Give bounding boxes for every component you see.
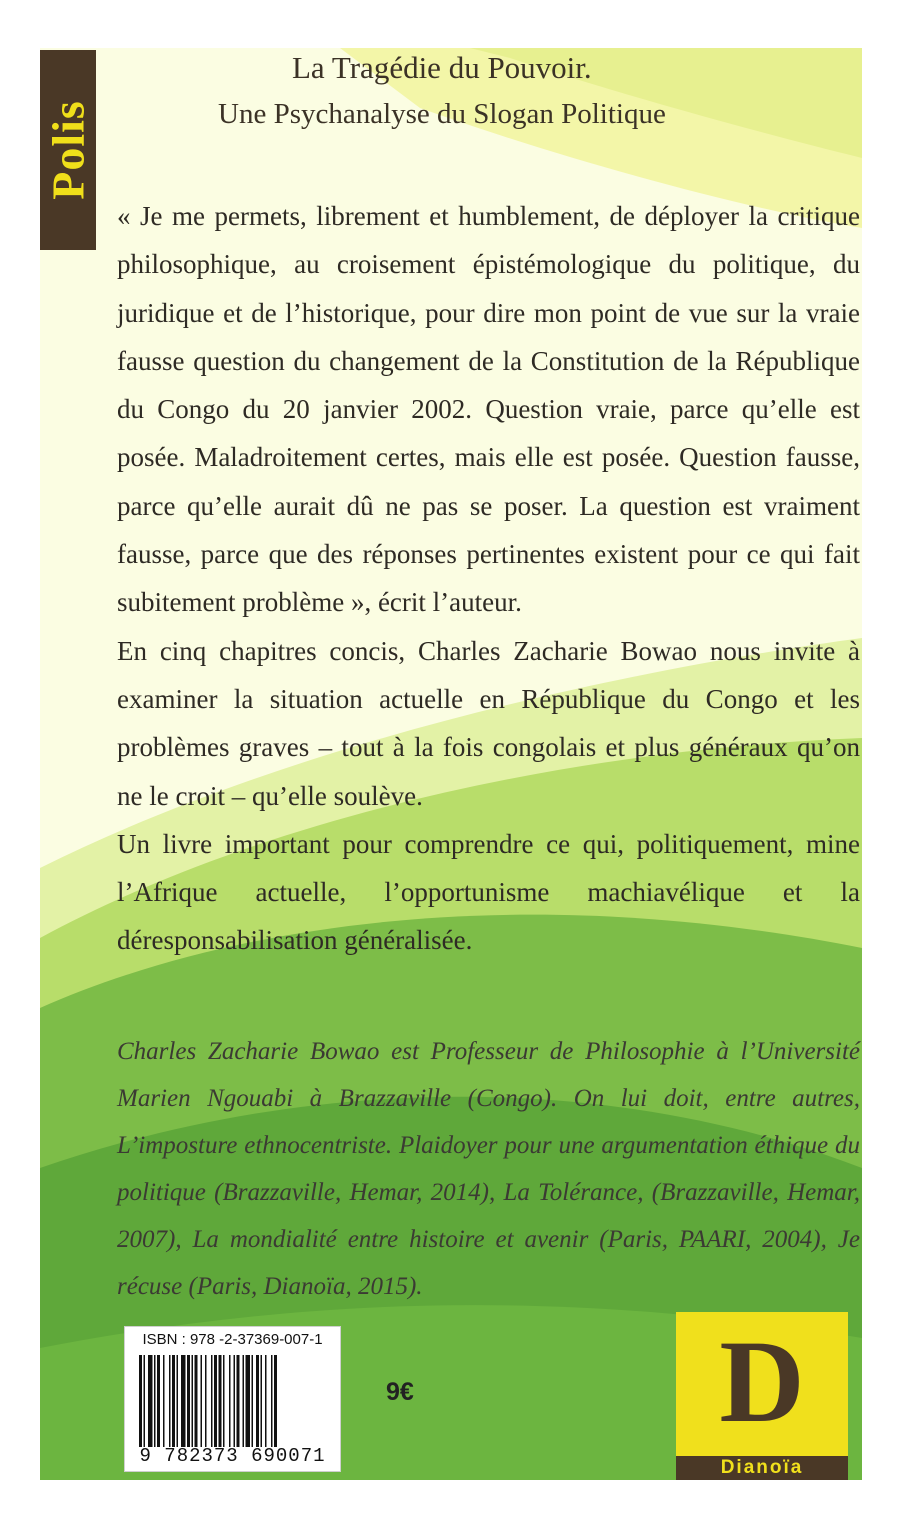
blurb-conclusion: Un livre important pour comprendre ce qui, politiquement, mine l’Afrique actuelle, l’opportunisme machiavélique et la déresponsabilisation généralisée. (117, 828, 860, 956)
book-back-cover (40, 48, 862, 1480)
series-label: Polis (42, 100, 94, 200)
barcode-bars (139, 1355, 328, 1447)
price: 9€ (386, 1378, 414, 1406)
author-bio: Charles Zacharie Bowao est Professeur de Philosophie à l’Université Marien Ngouabi à Brazzaville (Congo). On lui doit, entre autres, L’imposture ethnocentriste. Plaidoyer pour une argumentation éthique du politique (Brazzaville, Hemar, 2014), La Tolérance, (Brazzaville, Hemar, 2007), La mondialité entre histoire et avenir (Paris, PAARI, 2004), Je récuse (Paris, Dianoïa, 2015). (117, 1038, 860, 1300)
book-title: La Tragédie du Pouvoir. (292, 50, 592, 85)
publisher-logo (676, 1312, 848, 1480)
ean-digits: 9 782373 690071 (139, 1445, 326, 1467)
book-subtitle: Une Psychanalyse du Slogan Politique (218, 98, 666, 130)
blurb-quote: « Je me permets, librement et humblement, de déployer la critique philosophique, au croisement épistémologique du politique, du juridique et de l’historique, pour dire mon point de vue sur la vraie fausse question du changement de la Constitution de la République du Congo du 20 janvier 2002. Question vraie, parce qu’elle est posée. Maladroitement certes, mais elle est posée. Question fausse, parce qu’elle aurait dû ne pas se poser. La question est vraiment fausse, parce que des réponses pertinentes existent pour ce qui fait subitement problème », écrit l’auteur. (117, 201, 860, 618)
series-spine-tab (40, 50, 96, 250)
publisher-logo-letter: D (719, 1316, 805, 1447)
blurb (117, 192, 860, 965)
publisher-name: Dianoïa (676, 1456, 848, 1480)
isbn-label: ISBN : 978 -2-37369-007-1 (142, 1331, 323, 1348)
blurb-summary: En cinq chapitres concis, Charles Zacharie Bowao nous invite à examiner la situation actuelle en République du Congo et les problèmes graves – tout à la fois congolais et plus généraux qu’on ne le croit – qu’elle soulève. (117, 635, 860, 811)
barcode-box (124, 1326, 341, 1472)
